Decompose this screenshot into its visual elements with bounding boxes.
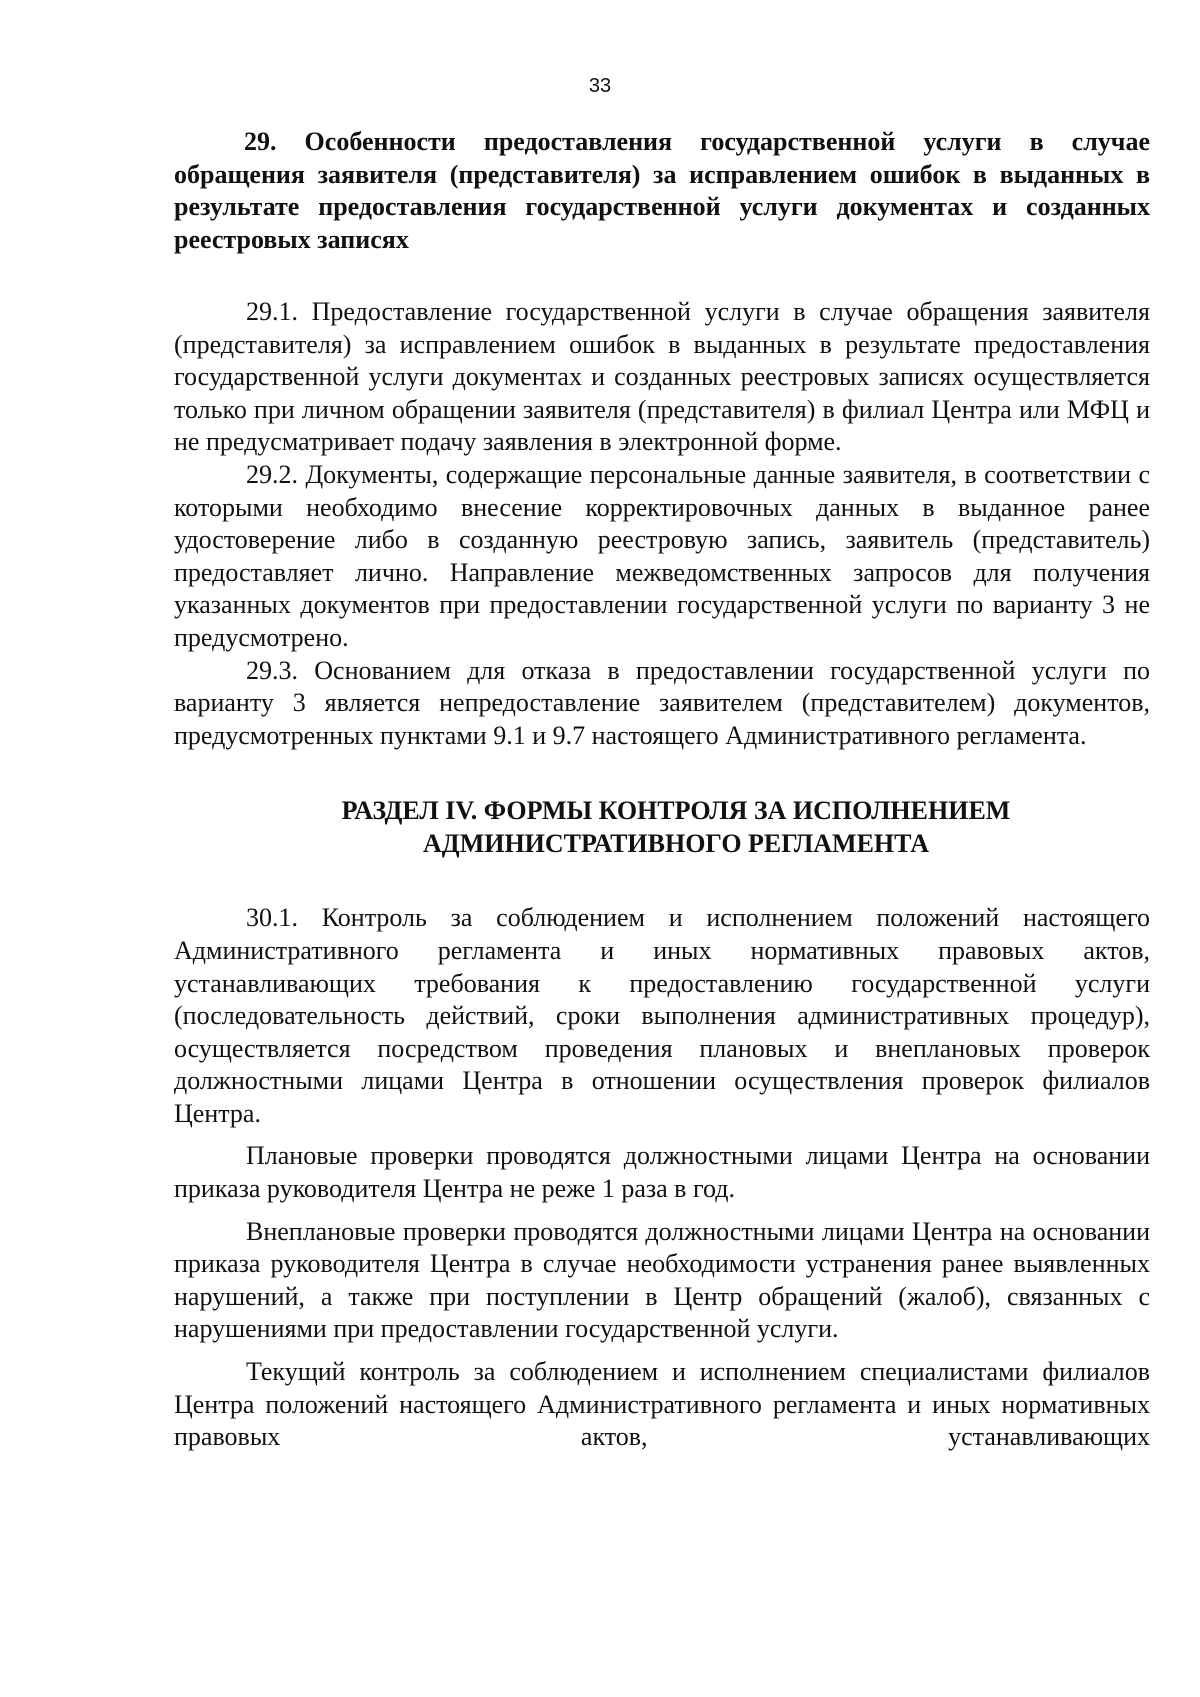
paragraph-29-1: 29.1. Предоставление государственной услуги в случае обращения заявителя (представителя) за исправлением ошибок в выданных в результате предоставления государственной услуги документах и созданных реестровых записях осуществляется только при личном обращении заявителя (представителя) в филиал Центра или МФЦ и не предусматривает подачу заявления в электронной форме. bbox=[174, 297, 1150, 457]
paragraph-29-2: 29.2. Документы, содержащие персональные данные заявителя, в соответствии с которыми необходимо внесение корректировочных данных в выданное ранее удостоверение либо в созданную реестровую запись, заявитель (представитель) предоставляет лично. Направление межведомственных запросов для получения указанных документов при предоставлении государственной услуги по варианту 3 не предусмотрено. bbox=[174, 459, 1150, 652]
section-4-heading-line-1: РАЗДЕЛ IV. ФОРМЫ КОНТРОЛЯ ЗА ИСПОЛНЕНИЕМ bbox=[341, 796, 1011, 826]
section-4-heading bbox=[174, 794, 1150, 860]
spacer bbox=[174, 860, 1150, 902]
section-29-title: 29. Особенности предоставления государственной услуги в случае обращения заявителя (представителя) за исправлением ошибок в выданных в результате предоставления государственной услуги документах и созданных реестровых записях bbox=[174, 127, 1150, 254]
page-number: 33 bbox=[588, 75, 612, 97]
section-4-heading-line-2: АДМИНИСТРАТИВНОГО РЕГЛАМЕНТА bbox=[423, 829, 929, 859]
paragraph-30-1: 30.1. Контроль за соблюдением и исполнением положений настоящего Административного регламента и иных нормативных правовых актов, устанавливающих требования к предоставлению государственной услуги (последовательность действий, сроки выполнения административных процедур), осуществляется посредством проведения плановых и внеплановых проверок должностными лицами Центра в отношении осуществления проверок филиалов Центра. bbox=[174, 903, 1150, 1128]
paragraph-current-control: Текущий контроль за соблюдением и исполнением специалистами филиалов Центра положений настоящего Административного регламента и иных нормативных правовых актов, устанавливающих bbox=[174, 1357, 1150, 1452]
paragraph-planned-checks: Плановые проверки проводятся должностными лицами Центра на основании приказа руководителя Центра не реже 1 раза в год. bbox=[174, 1141, 1150, 1204]
paragraph-29-3: 29.3. Основанием для отказа в предоставлении государственной услуги по варианту 3 является непредоставление заявителем (представителем) документов, предусмотренных пунктами 9.1 и 9.7 настоящего Административного регламента. bbox=[174, 655, 1150, 750]
paragraph-unplanned-checks: Внеплановые проверки проводятся должностными лицами Центра на основании приказа руководителя Центра в случае необходимости устранения ранее выявленных нарушений, а также при поступлении в Центр обращений (жалоб), связанных с нарушениями при предоставлении государственной услуги. bbox=[174, 1216, 1150, 1344]
page-content bbox=[174, 126, 1150, 1454]
spacer bbox=[174, 752, 1150, 794]
spacer bbox=[174, 256, 1150, 296]
